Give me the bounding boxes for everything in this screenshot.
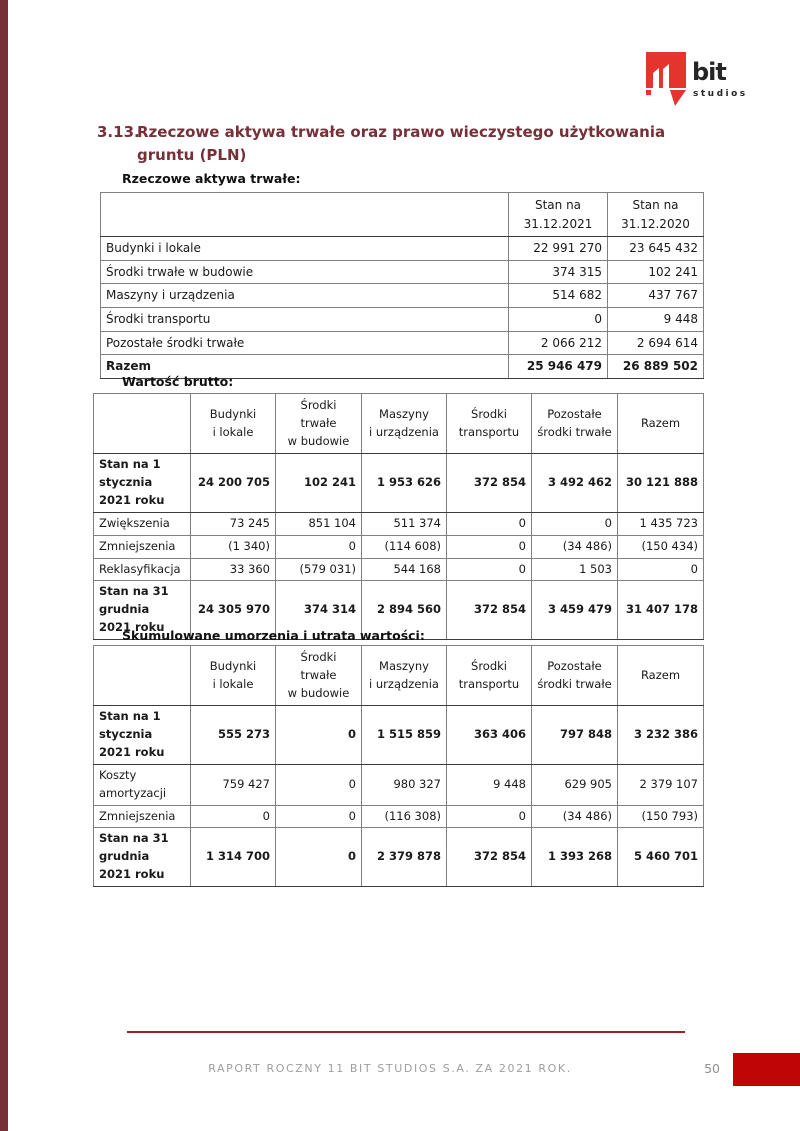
value-cell: 3 232 386 [618,706,704,764]
value-cell: 0 [618,558,704,581]
column-header [509,193,608,237]
value-cell: 22 991 270 [509,237,608,261]
column-header-line: środki trwałe [537,676,612,691]
value-cell: 1 314 700 [191,828,276,886]
value-cell: 73 245 [191,512,276,535]
value-cell: 544 168 [362,558,447,581]
row-label: Środki trwałe w budowie [101,260,509,284]
column-header-line: środki trwałe [537,424,612,439]
row-label: Zmniejszenia [94,805,191,828]
column-header-line: i lokale [212,424,254,439]
column-header [362,646,447,706]
table-row [94,454,704,512]
value-cell: 0 [191,805,276,828]
value-cell: 26 889 502 [608,355,704,379]
table-row [101,237,704,261]
column-header-line: Pozostałe [547,406,602,421]
row-label: Stan na 31 grudnia 2021 roku [94,828,191,886]
table-row [101,331,704,355]
row-label: Zwiększenia [94,512,191,535]
value-cell: 24 305 970 [191,581,276,639]
column-header-line: 31.12.2020 [621,216,690,231]
column-header-line: Maszyny [379,406,429,421]
value-cell: 759 427 [191,764,276,805]
corner-cell [94,394,191,454]
logo-studios-text: studios [693,89,748,99]
value-cell: 0 [509,307,608,331]
company-logo [646,52,756,108]
value-cell: 437 767 [608,284,704,308]
value-cell: (1 340) [191,535,276,558]
column-header [191,646,276,706]
column-header-line: Środki [471,406,507,421]
value-cell: 0 [276,805,362,828]
footer-divider-line [127,1031,685,1033]
value-cell: 31 407 178 [618,581,704,639]
column-header-line: w budowie [287,685,350,700]
column-header [618,646,704,706]
section-heading-text: Rzeczowe aktywa trwałe oraz prawo wieczystego użytkowania gruntu (PLN) [137,123,666,164]
table2-title: Wartość brutto: [122,374,234,389]
value-cell: 0 [447,512,532,535]
value-cell: 0 [276,764,362,805]
value-cell: (114 608) [362,535,447,558]
value-cell: 102 241 [276,454,362,512]
table-row [94,764,704,805]
column-header-line: 31.12.2021 [523,216,593,231]
value-cell: 0 [447,558,532,581]
value-cell: (116 308) [362,805,447,828]
value-cell: 511 374 [362,512,447,535]
page-number: 50 [704,1061,720,1076]
column-header-line: Budynki [209,658,257,673]
value-cell: (150 434) [618,535,704,558]
row-label: Zmniejszenia [94,535,191,558]
footer-red-block [733,1053,800,1086]
column-header [532,646,618,706]
value-cell: 0 [276,535,362,558]
column-header [608,193,704,237]
value-cell: 1 515 859 [362,706,447,764]
header-row [101,193,704,237]
table-row [94,706,704,764]
value-cell: 374 314 [276,581,362,639]
table1-title: Rzeczowe aktywa trwałe: [122,171,301,186]
value-cell: 23 645 432 [608,237,704,261]
table2-wrapper [93,393,704,640]
value-cell: 1 435 723 [618,512,704,535]
value-cell: 9 448 [608,307,704,331]
row-label: Koszty amortyzacji [94,764,191,805]
value-cell: 1 503 [532,558,618,581]
section-heading [97,121,677,166]
column-header-line: Razem [640,415,681,430]
section-number: 3.13. [97,123,140,141]
value-cell: (34 486) [532,805,618,828]
column-header-line: Środki trwałe [300,650,337,682]
row-label: Reklasyfikacja [94,558,191,581]
value-cell: 3 459 479 [532,581,618,639]
header-row [94,394,704,454]
column-header [447,394,532,454]
footer-report-title: RAPORT ROCZNY 11 BIT STUDIOS S.A. ZA 2021 ROK. [208,1062,572,1075]
column-header-line: transportu [458,676,520,691]
logo-bit-text: bit [692,58,726,86]
value-cell: 372 854 [447,828,532,886]
page-left-accent-bar [0,0,8,1131]
table-row [94,558,704,581]
value-cell: 2 694 614 [608,331,704,355]
column-header-line: w budowie [287,433,350,448]
column-header-line: Stan na [534,198,582,212]
value-cell: 1 393 268 [532,828,618,886]
row-label: Stan na 31 grudnia 2021 roku [94,581,191,639]
value-cell: 2 894 560 [362,581,447,639]
column-header [276,646,362,706]
value-cell: 629 905 [532,764,618,805]
column-header [532,394,618,454]
table-wartosc-brutto [93,393,704,640]
row-label: Stan na 1 stycznia 2021 roku [94,706,191,764]
value-cell: 9 448 [447,764,532,805]
value-cell: 374 315 [509,260,608,284]
column-header-line: Stan na [632,198,679,212]
column-header-line: transportu [458,424,520,439]
column-header-line: i urządzenia [369,676,439,691]
table-row [101,284,704,308]
column-header-line: i urządzenia [369,424,439,439]
value-cell: 372 854 [447,454,532,512]
column-header-line: Maszyny [379,658,429,673]
column-header [447,646,532,706]
value-cell: 0 [276,706,362,764]
value-cell: 24 200 705 [191,454,276,512]
value-cell: 555 273 [191,706,276,764]
corner-cell [94,646,191,706]
table-row [101,260,704,284]
value-cell: (150 793) [618,805,704,828]
column-header-line: Pozostałe [547,658,602,673]
column-header-line: Środki trwałe [300,398,337,430]
value-cell: 851 104 [276,512,362,535]
column-header-line: Budynki [209,406,257,421]
value-cell: 2 379 107 [618,764,704,805]
table-row [94,828,704,886]
value-cell: 0 [447,805,532,828]
value-cell: 0 [532,512,618,535]
table1-wrapper [100,192,704,379]
row-label: Stan na 1 stycznia 2021 roku [94,454,191,512]
table-rzeczowe-aktywa-trwale [100,192,704,379]
table-row [94,512,704,535]
value-cell: 30 121 888 [618,454,704,512]
row-label: Pozostałe środki trwałe [101,331,509,355]
value-cell: 2 066 212 [509,331,608,355]
header-row [94,646,704,706]
value-cell: 363 406 [447,706,532,764]
row-label: Razem [101,355,509,379]
value-cell: 372 854 [447,581,532,639]
column-header-line: i lokale [212,676,254,691]
column-header [276,394,362,454]
value-cell: 33 360 [191,558,276,581]
column-header-line: Środki [471,658,507,673]
value-cell: 797 848 [532,706,618,764]
table-row [101,307,704,331]
value-cell: 2 379 878 [362,828,447,886]
value-cell: 5 460 701 [618,828,704,886]
value-cell: 102 241 [608,260,704,284]
value-cell: (34 486) [532,535,618,558]
row-label: Środki transportu [101,307,509,331]
column-header [362,394,447,454]
row-label: Budynki i lokale [101,237,509,261]
value-cell: 1 953 626 [362,454,447,512]
eleven-bit-studios-logo-icon [646,52,756,108]
value-cell: 25 946 479 [509,355,608,379]
table3-title: Skumulowane umorzenia i utrata wartości: [122,628,425,643]
table-skumulowane-umorzenia [93,645,704,887]
table3-wrapper [93,645,704,887]
column-header [191,394,276,454]
table-row [94,535,704,558]
column-header-line: Razem [640,667,681,682]
value-cell: 0 [447,535,532,558]
column-header [618,394,704,454]
row-label: Maszyny i urządzenia [101,284,509,308]
corner-cell [101,193,509,237]
value-cell: 0 [276,828,362,886]
value-cell: 3 492 462 [532,454,618,512]
table-row [94,805,704,828]
value-cell: 980 327 [362,764,447,805]
value-cell: (579 031) [276,558,362,581]
value-cell: 514 682 [509,284,608,308]
